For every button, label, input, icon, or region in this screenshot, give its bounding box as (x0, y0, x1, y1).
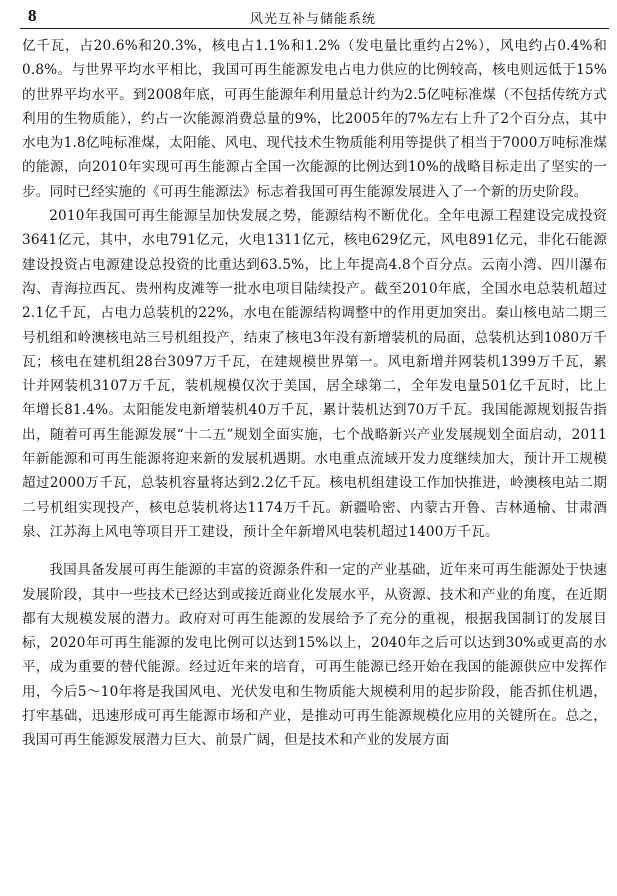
body-text (22, 34, 607, 753)
page-header (20, 4, 609, 29)
paragraph-continuation: 亿千瓦，占20.6%和20.3%，核电占1.1%和1.2%（发电量比重约占2%），风电约占0.4%和0.8%。与世界平均水平相比，我国可再生能源发电占电力供应的比例较高，核电则远低于15%的世界平均水平。到2008年底，可再生能源年利用量总计约为2.5亿吨标准煤（不包括传统方式利用的生物质能），约占一次能源消费总量的9%，比2005年的7%左右上升了2个百分点，其中水电为1.8亿吨标准煤，太阳能、风电、现代技术生物质能利用等提供了相当于7000万吨标准煤的能源，向2010年实现可再生能源占全国一次能源的比例达到10%的战略目标走出了坚实的一步。同时已经实施的《可再生能源法》标志着我国可再生能源发展进入了一个新的历史阶段。 (22, 38, 607, 200)
page-number: 8 (28, 6, 37, 25)
paragraph-2010-development: 2010年我国可再生能源呈加快发展之势，能源结构不断优化。全年电源工程建设完成投资3641亿元，其中，水电791亿元，火电1311亿元，核电629亿元，风电891亿元，非化石能源建设投资占电源建设总投资的比重达到63.5%，比上年提高4.8个百分点。云南小湾、四川瀑布沟、青海拉西瓦、贵州构皮滩等一批水电项目陆续投产。截至2010年底，全国水电总装机超过2.1亿千瓦，占电力总装机的22%，水电在能源结构调整中的作用更加突出。秦山核电站二期三号机组和岭澳核电站三号机组投产，结束了核电3年没有新增装机的局面，总装机达到1080万千瓦；核电在建机组28台3097万千瓦，在建规模世界第一。风电新增并网装机1399万千瓦，累计并网装机3107万千瓦，装机规模仅次于美国，居全球第二，全年发电量501亿千瓦时，比上年增长81.4%。太阳能发电新增装机40万千瓦，累计装机达到70万千瓦。我国能源规划报告指出，随着可再生能源发展“十二五”规划全面实施，七个战略新兴产业发展规划全面启动，2011年新能源和可再生能源将迎来新的发展机遇期。水电重点流域开发力度继续加大，预计开工规模超过2000万千瓦，总装机容量将达到2.2亿千瓦。核电机组建设工作加快推进，岭澳核电站二期二号机组实现投产，核电总装机将达1174万千瓦。新疆哈密、内蒙古开鲁、吉林通榆、甘肃酒泉、江苏海上风电等项目开工建设，预计全年新增风电装机超过1400万千瓦。 (22, 208, 607, 540)
running-title: 风光互补与储能系统 (250, 12, 377, 27)
paragraph-resource-conditions: 我国具备发展可再生能源的丰富的资源条件和一定的产业基础，近年来可再生能源处于快速发展阶段，其中一些技术已经达到或接近商业化发展水平，从资源、技术和产业的角度，在近期都有大规模发展的潜力。政府对可再生能源的发展给予了充分的重视，根据我国制订的发展目标，2020年可再生能源的发电比例可以达到15%以上，2040年之后可以达到30%或更高的水平，成为重要的替代能源。经过近年来的培育，可再生能源已经开始在我国的能源供应中发挥作用，今后5～10年将是我国风电、光伏发电和生物质能大规模利用的起步阶段，能否抓住机遇，打牢基础，迅速形成可再生能源市场和产业，是推动可再生能源规模化应用的关键所在。总之，我国可再生能源发展潜力巨大、前景广阔，但是技术和产业的发展方面 (22, 562, 607, 749)
